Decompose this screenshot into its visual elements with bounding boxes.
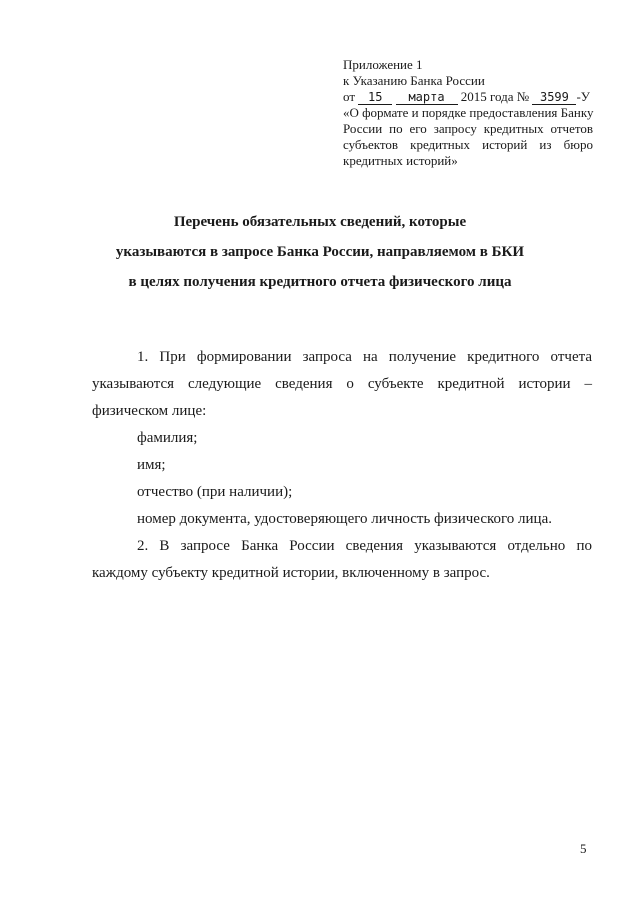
date-prefix: от (343, 89, 356, 104)
document-number: 3599 (532, 91, 576, 105)
appendix-header (343, 57, 593, 169)
document-body (92, 344, 592, 587)
paragraph-1-line-1: 1. При формировании запроса на получение кредитного отчета (137, 349, 592, 365)
title-line-1: Перечень обязательных сведений, которые (173, 214, 467, 230)
date-year: 2015 года № (460, 89, 530, 104)
paragraph-1-line-2: указываются следующие сведения о субъекте кредитной истории – (92, 376, 592, 392)
number-suffix: -У (576, 89, 590, 104)
list-item: имя; (137, 457, 166, 473)
list-item: фамилия; (137, 430, 198, 446)
list-item: отчество (при наличии); (137, 484, 293, 500)
title-line-3: в целях получения кредитного отчета физического лица (128, 274, 512, 290)
date-month: марта (396, 91, 458, 105)
appendix-subject-line-2: России по его запросу кредитных отчетов (343, 121, 593, 136)
appendix-reference: к Указанию Банка России (343, 73, 485, 88)
title-line-2: указываются в запросе Банка России, направляемом в БКИ (115, 244, 525, 260)
paragraph-2-line-2: каждому субъекту кредитной истории, включенному в запрос. (92, 565, 490, 581)
page-number: 5 (580, 841, 587, 856)
appendix-date-line (343, 89, 593, 105)
list-item: номер документа, удостоверяющего личность физического лица. (137, 511, 552, 527)
paragraph-1-line-3: физическом лице: (92, 403, 207, 419)
appendix-subject-line-3: субъектов кредитных историй из бюро (343, 137, 593, 152)
document-title (60, 207, 580, 297)
paragraph-2-line-1: 2. В запросе Банка России сведения указываются отдельно по (137, 538, 592, 554)
appendix-subject-line-1: «О формате и порядке предоставления Банку (343, 105, 594, 120)
appendix-subject-line-4: кредитных историй» (343, 153, 458, 168)
date-day: 15 (358, 91, 392, 105)
appendix-label: Приложение 1 (343, 57, 423, 72)
